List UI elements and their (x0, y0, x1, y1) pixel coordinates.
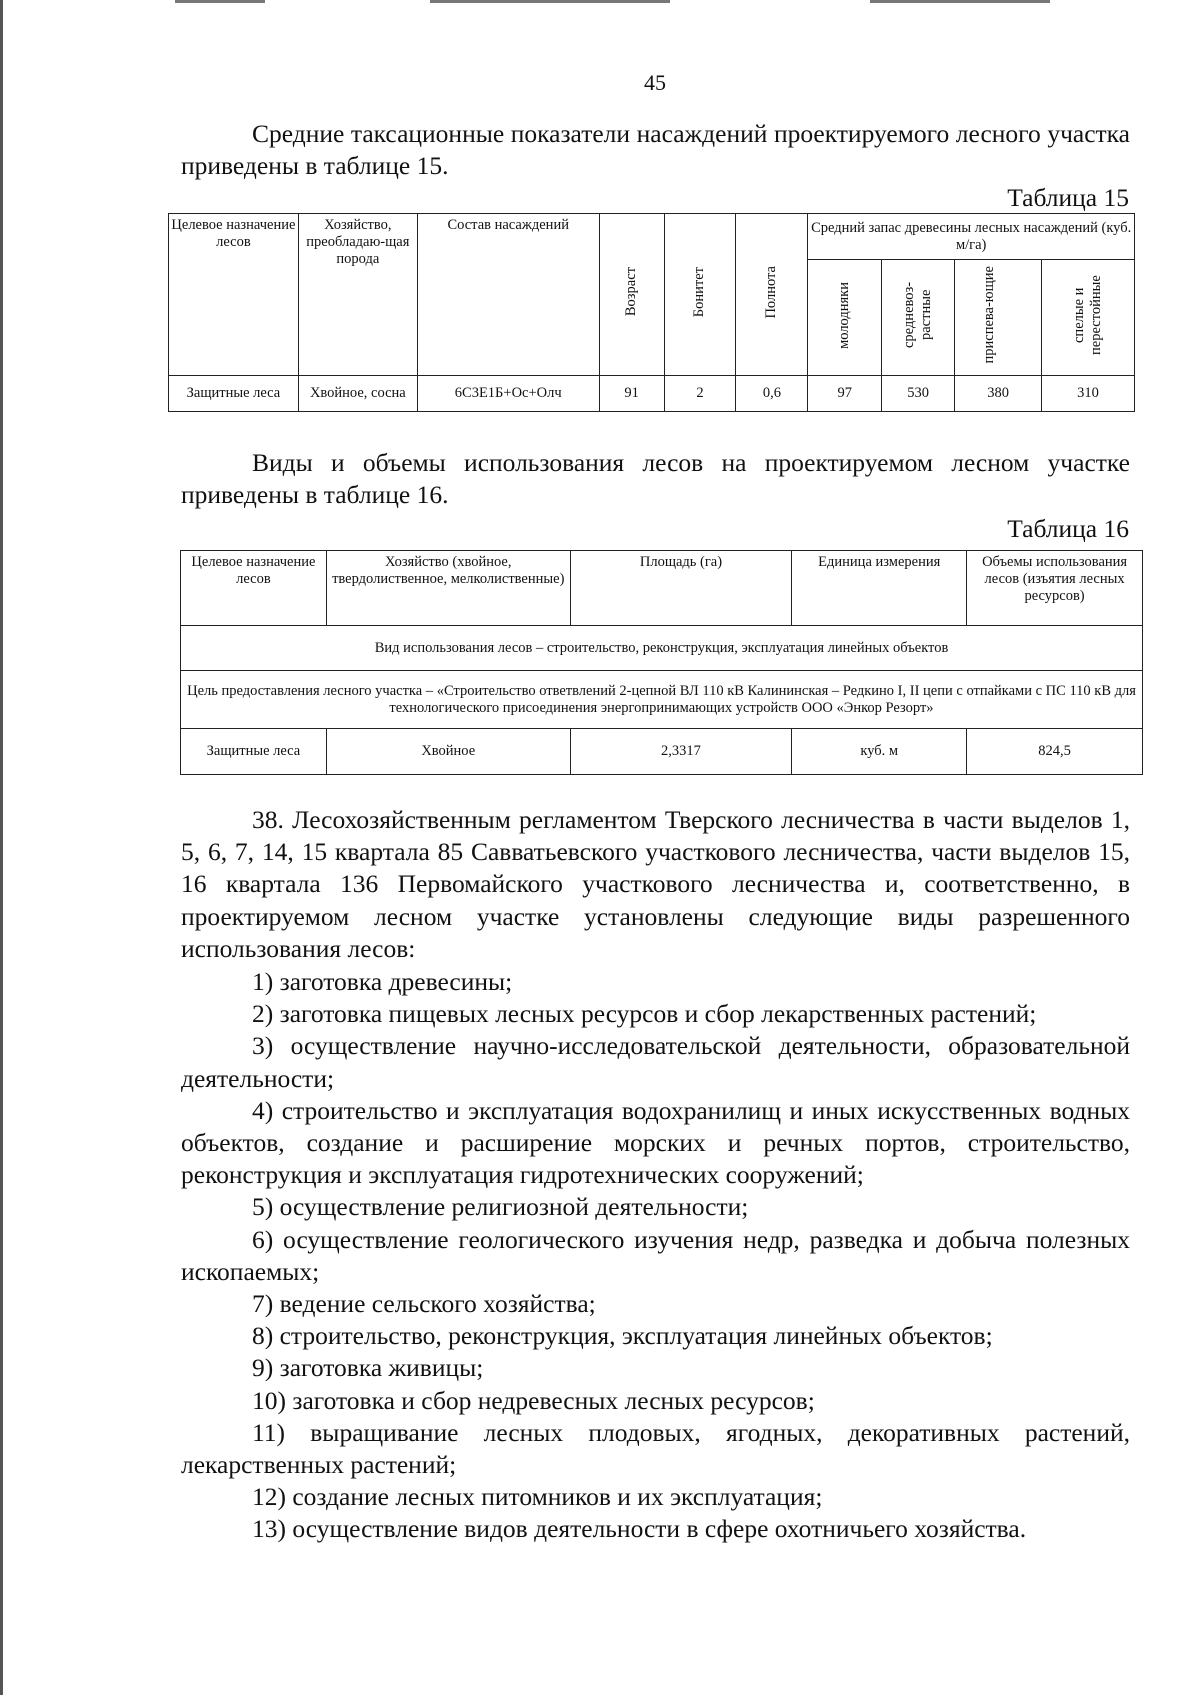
t15-cell-middle: 530 (882, 376, 955, 412)
table-16 (180, 550, 1143, 775)
t15-cell-purpose: Защитные леса (169, 376, 299, 412)
page-number: 45 (644, 70, 666, 95)
t15-header-young: молодняки (836, 281, 853, 349)
t15-header-stock-group: Средний запас древесины лесных насаждений (куб. м/га) (808, 214, 1135, 260)
permitted-uses-list (181, 966, 1130, 1546)
table-15 (168, 213, 1135, 412)
t16-cell-unit: куб. м (792, 729, 967, 775)
scan-edge-left (0, 0, 3, 1695)
list-item: 5) осуществление религиозной деятельности; (252, 1192, 749, 1222)
t15-header-age: Возраст (623, 267, 640, 317)
t16-goal-row: Цель предоставления лесного участка – «Строительство ответвлений 2-цепной ВЛ 110 кВ Калининская – Редкино I, II цепи с отпайками с ПС 110 кВ для технологического присоединения энергопринимающих устройств ООО «Энкор Резорт» (181, 671, 1143, 729)
table-15-caption: Таблица 15 (1007, 183, 1129, 212)
t16-cell-volume: 824,5 (967, 729, 1143, 775)
t16-header-purpose: Целевое назначение лесов (181, 551, 327, 626)
t15-cell-age: 91 (599, 376, 664, 412)
scan-artifact-line (870, 0, 1050, 3)
t16-cell-area: 2,3317 (570, 729, 792, 775)
intro-table-15: Средние таксационные показатели насаждений проектируемого лесного участка приведены в таблице 15. (181, 119, 1130, 181)
table-16-caption: Таблица 16 (1007, 514, 1129, 543)
list-item: 6) осуществление геологического изучения недр, разведка и добыча полезных ископаемых; (181, 1224, 1130, 1286)
t15-cell-composition: 6С3Е1Б+Ос+Олч (417, 376, 599, 412)
list-item: 4) строительство и эксплуатация водохранилищ и иных искусственных водных объектов, создание и расширение морских и речных портов, строительство, реконструкция и эксплуатация гидротехнических сооружений; (181, 1095, 1130, 1190)
t15-header-middle: средневоз-растные (901, 281, 935, 349)
list-item: 3) осуществление научно-исследовательской деятельности, образовательной деятельности; (181, 1031, 1130, 1093)
list-item: 8) строительство, реконструкция, эксплуатация линейных объектов; (252, 1321, 993, 1351)
t16-use-type-row: Вид использования лесов – строительство, реконструкция, эксплуатация линейных объектов (181, 626, 1143, 671)
list-item: 7) ведение сельского хозяйства; (252, 1289, 596, 1319)
list-item: 11) выращивание лесных плодовых, ягодных, декоративных растений, лекарственных растений; (181, 1417, 1130, 1480)
scan-artifact-line (430, 0, 670, 3)
t15-cell-mature: 310 (1042, 376, 1135, 412)
t16-header-volume: Объемы использования лесов (изъятия лесных ресурсов) (967, 551, 1143, 626)
list-item: 1) заготовка древесины; (252, 967, 513, 996)
t16-header-farm: Хозяйство (хвойное, твердолиственное, мелколиственные) (326, 551, 570, 626)
list-item: 12) создание лесных питомников и их эксплуатация; (252, 1482, 823, 1512)
t15-header-purpose: Целевое назначение лесов (169, 214, 299, 376)
list-item: 10) заготовка и сбор недревесных лесных ресурсов; (252, 1385, 815, 1415)
t15-header-composition: Состав насаждений (417, 214, 599, 376)
t15-cell-bonitet: 2 (664, 376, 736, 412)
scan-artifact-line (175, 0, 265, 3)
paragraph-38: 38. Лесохозяйственным регламентом Тверского лесничества в части выделов 1, 5, 6, 7, 14, 15 квартала 85 Савватьевского участкового лесничества, части выделов 15, 16 квартала 136 Первомайского участкового лесничества и, соответственно, в проектируемом лесном участке установлены следующие виды разрешенного использования лесов: (181, 805, 1130, 963)
t15-cell-maturing: 380 (955, 376, 1042, 412)
t15-header-bonitet: Бонитет (691, 266, 708, 318)
list-item: 9) заготовка живицы; (252, 1353, 484, 1383)
t16-header-area: Площадь (га) (570, 551, 792, 626)
t16-cell-farm: Хвойное (326, 729, 570, 775)
t15-header-density: Полнота (763, 265, 780, 319)
t16-header-unit: Единица измерения (792, 551, 967, 626)
t15-cell-density: 0,6 (736, 376, 808, 412)
list-item: 13) осуществление видов деятельности в сфере охотничьего хозяйства. (252, 1514, 1027, 1544)
t15-header-species: Хозяйство, преобладаю-щая порода (298, 214, 417, 376)
t15-header-mature: спелые и перестойные (1071, 275, 1105, 355)
t15-cell-young: 97 (808, 376, 882, 412)
t15-header-maturing: приспева-ющие (981, 266, 998, 364)
t15-cell-species: Хвойное, сосна (298, 376, 417, 412)
list-item: 2) заготовка пищевых лесных ресурсов и сбор лекарственных растений; (252, 999, 1037, 1029)
t16-cell-purpose: Защитные леса (181, 729, 327, 775)
intro-table-16: Виды и объемы использования лесов на проектируемом лесном участке приведены в таблице 16. (181, 448, 1130, 510)
